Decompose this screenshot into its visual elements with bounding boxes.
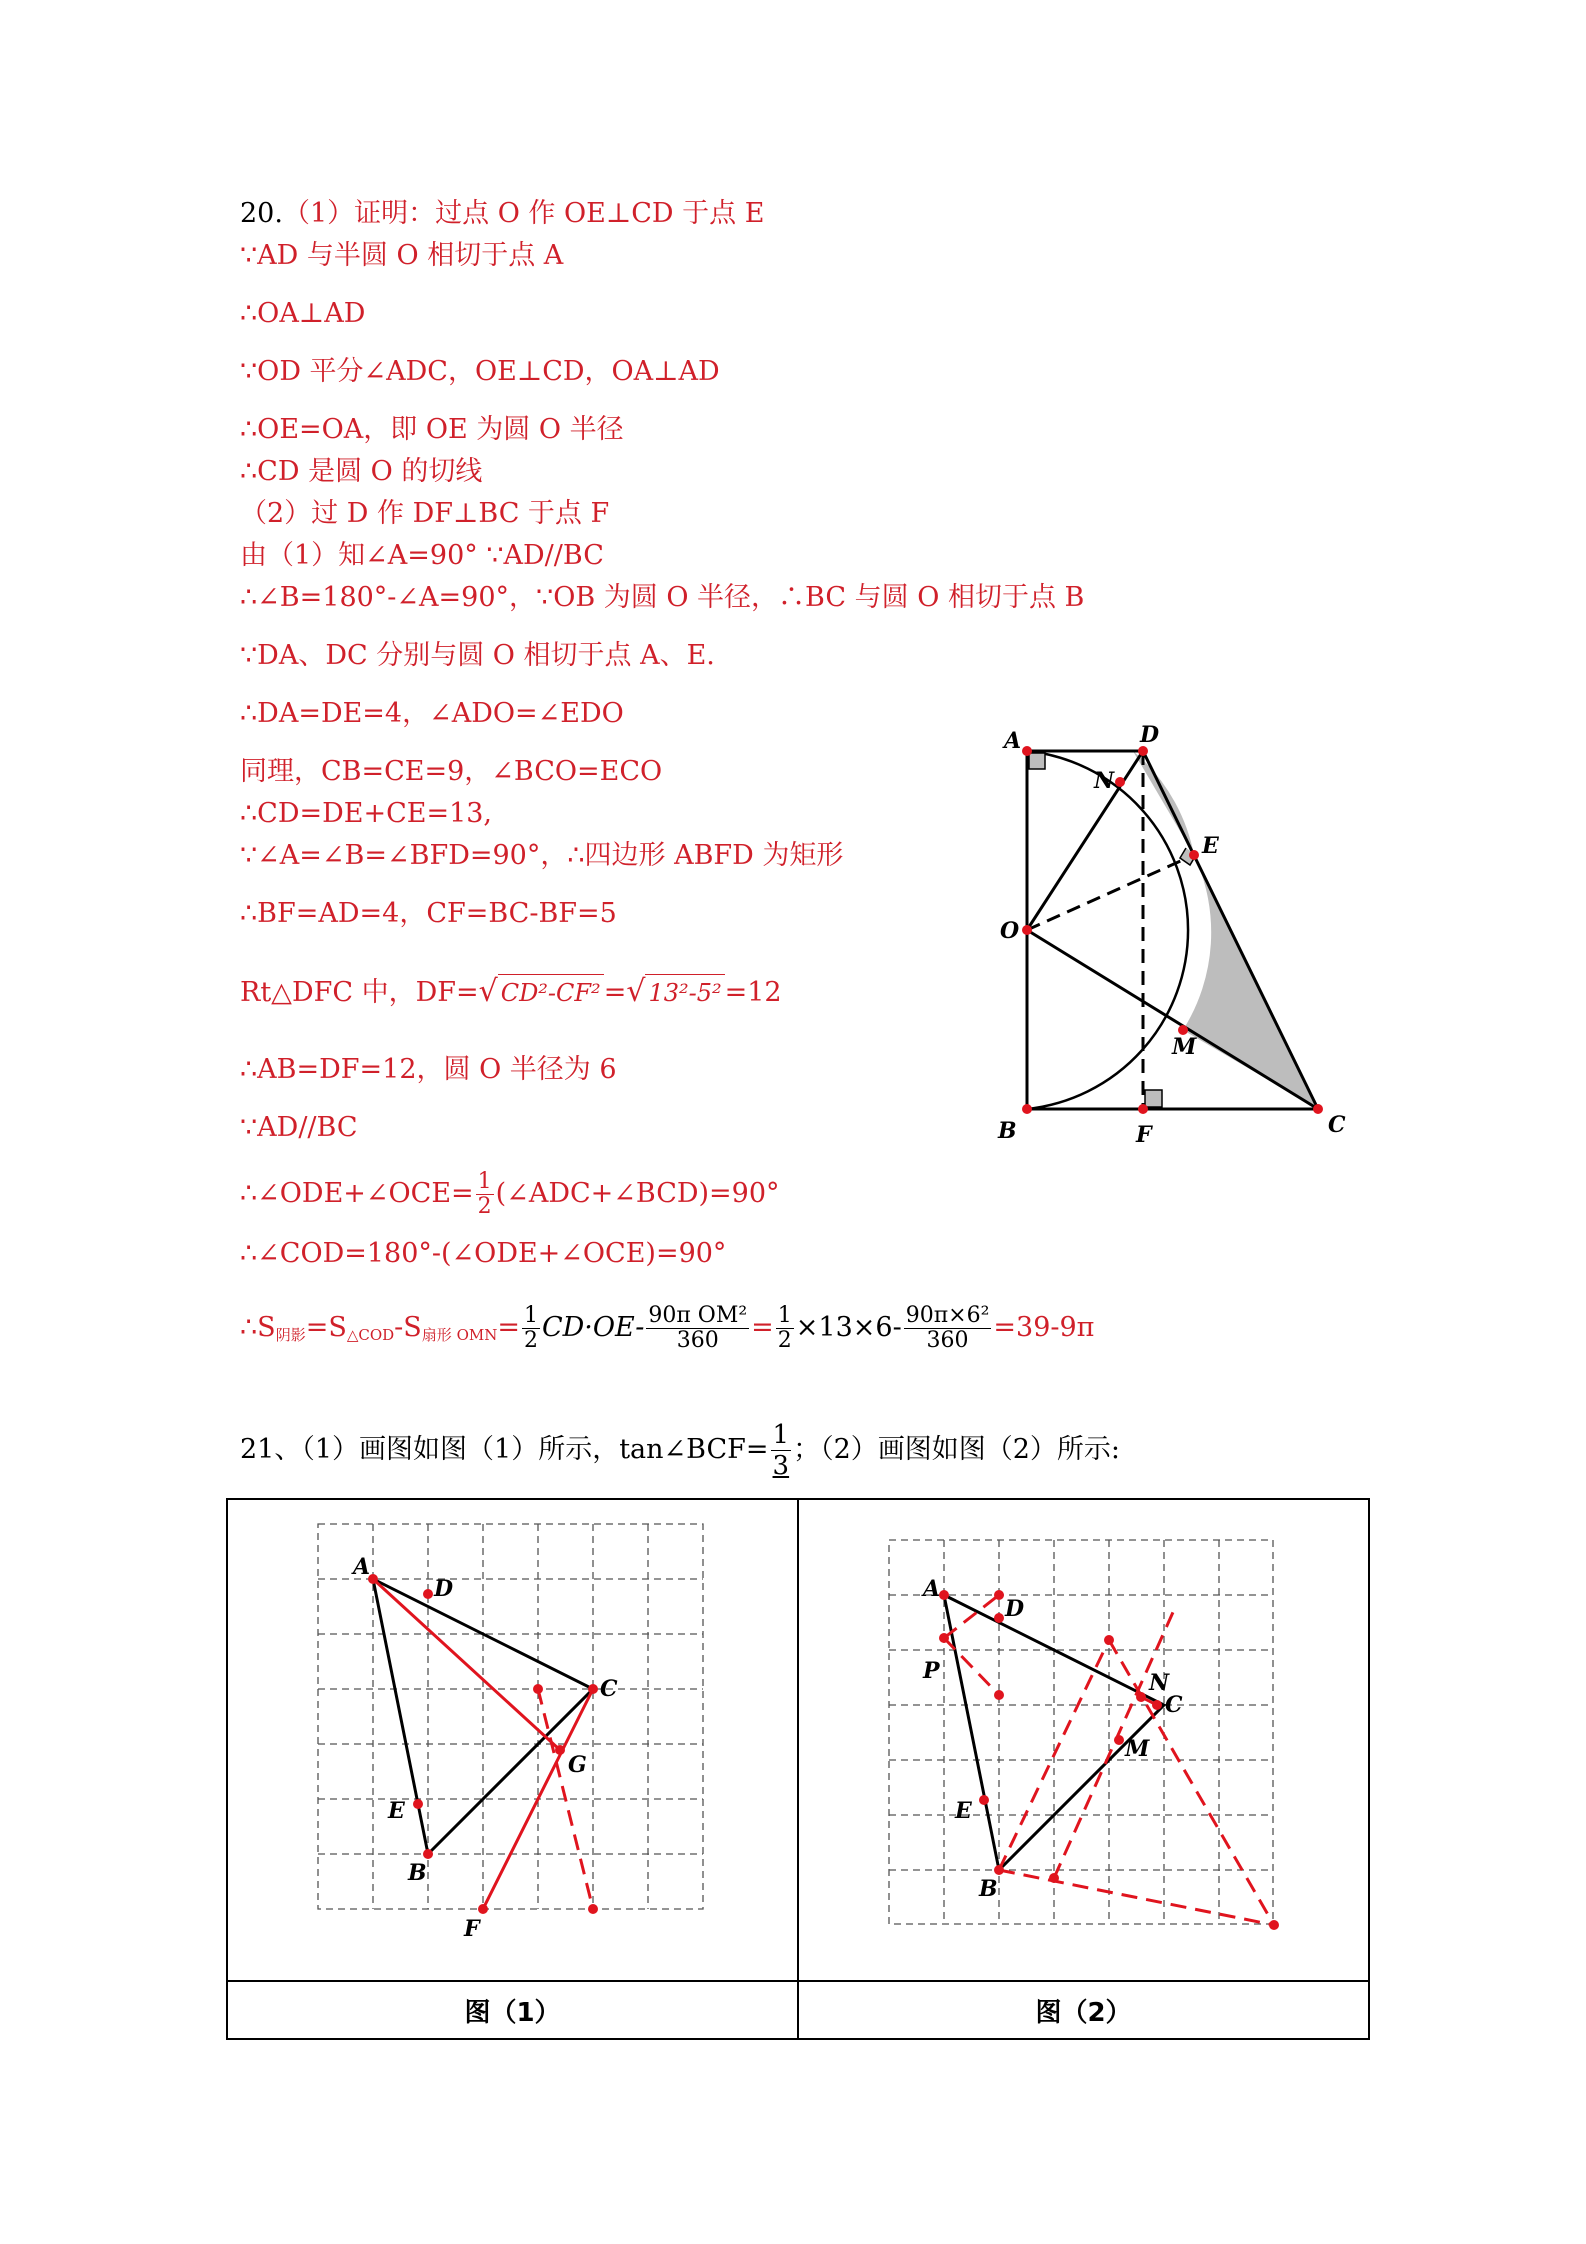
figure-1 — [228, 1500, 797, 1976]
q20-text-1: （1）证明：过点 O 作 OE⊥CD 于点 E — [282, 198, 765, 229]
point-n — [1115, 777, 1125, 787]
q20-line-6: ∴CD 是圆 O 的切线 — [240, 456, 483, 487]
f2-label-c: C — [1165, 1692, 1183, 1718]
frac-3-den: 2 — [777, 1328, 792, 1353]
q20-figure — [990, 720, 1370, 1160]
q20-line-8: 由（1）知∠A=90° ∵AD//BC — [240, 540, 604, 571]
angle-sum-label: ∴∠ODE+∠OCE= — [240, 1178, 474, 1209]
q20-line-15: ∴BF=AD=4，CF=BC-BF=5 — [240, 898, 617, 929]
q20-line-13: ∴CD=DE+CE=13, — [240, 798, 493, 829]
tan-num: 1 — [772, 1420, 790, 1450]
frac-4-num: 90π×6² — [905, 1303, 990, 1328]
right-angle-f — [1145, 1090, 1162, 1107]
sub-cod: △COD — [346, 1326, 395, 1344]
radical-sign-1: √ — [478, 974, 498, 1009]
q20-number: 20. — [240, 198, 283, 229]
figure-1-cell — [227, 1499, 798, 1981]
figure-2 — [799, 1500, 1368, 1976]
s-eq: =S — [305, 1312, 347, 1343]
label-b: B — [998, 1118, 1017, 1144]
df-label: Rt△DFC 中，DF= — [240, 977, 479, 1008]
s-label: ∴S — [240, 1312, 276, 1343]
q20-line-11: ∴DA=DE=4，∠ADO=∠EDO — [240, 698, 624, 729]
q20-line-20: ∴∠COD=180°-(∠ODE+∠OCE)=90° — [240, 1238, 727, 1269]
frac-2-num: 90π OM² — [648, 1303, 748, 1328]
f2-label-n: N — [1149, 1670, 1170, 1696]
angle-sum-result: (∠ADC+∠BCD)=90° — [495, 1178, 780, 1209]
frac-2-den: 360 — [676, 1328, 719, 1353]
frac-4 — [904, 1304, 992, 1353]
label-m: M — [1172, 1034, 1197, 1060]
label-o: O — [1000, 918, 1020, 944]
f2-label-d: D — [1005, 1596, 1025, 1622]
f1-label-f: F — [464, 1916, 480, 1942]
cd-oe: CD·OE- — [541, 1312, 645, 1343]
frac-2 — [646, 1304, 749, 1353]
mul-expr: ×13×6- — [795, 1312, 902, 1343]
f2-label-p: P — [923, 1658, 940, 1684]
q20-line-5: ∴OE=OA，即 OE 为圆 O 半径 — [240, 414, 624, 445]
q20-line-4: ∵OD 平分∠ADC，OE⊥CD，OA⊥AD — [240, 356, 720, 387]
f2-label-e: E — [955, 1798, 972, 1824]
q21-line — [240, 1420, 1120, 1481]
label-c: C — [1328, 1112, 1346, 1138]
sub-shaded: 阴影 — [275, 1326, 306, 1344]
f1-label-c: C — [600, 1676, 618, 1702]
segment-od — [1027, 751, 1143, 930]
label-e: E — [1202, 833, 1219, 859]
q20-line-2: ∵AD 与半圆 O 相切于点 A — [240, 240, 564, 271]
q20-line-14: ∵∠A=∠B=∠BFD=90°，∴四边形 ABFD 为矩形 — [240, 840, 844, 871]
equals: = — [603, 977, 627, 1008]
f2-label-b: B — [979, 1876, 998, 1902]
q20-line-1 — [240, 196, 764, 232]
q20-line-7: （2）过 D 作 DF⊥BC 于点 F — [240, 498, 610, 529]
f1-label-g: G — [568, 1752, 587, 1778]
frac-1 — [522, 1304, 540, 1353]
tan-fraction — [771, 1420, 792, 1481]
q20-line-21 — [240, 1304, 1094, 1353]
f2-label-a: A — [923, 1576, 941, 1602]
half-fraction — [476, 1170, 494, 1219]
point-o — [1022, 925, 1032, 935]
sub-sector: 扇形 OMN — [421, 1326, 498, 1344]
label-a: A — [1004, 728, 1022, 754]
final-result: =39-9π — [993, 1312, 1095, 1343]
eq-2: = — [751, 1312, 774, 1343]
q20-line-3: ∴OA⊥AD — [240, 298, 366, 329]
f2-label-m: M — [1125, 1736, 1150, 1762]
caption-figure-2: 图（2） — [798, 1981, 1369, 2039]
point-c — [1313, 1104, 1323, 1114]
right-angle-a — [1029, 753, 1045, 769]
point-f — [1138, 1104, 1148, 1114]
figure-table — [226, 1498, 1370, 2040]
q20-line-17: ∴AB=DF=12，圆 O 半径为 6 — [240, 1054, 617, 1085]
label-n: N — [1094, 768, 1115, 794]
figure-2-cell — [798, 1499, 1369, 1981]
label-f: F — [1136, 1122, 1152, 1148]
f1-label-b: B — [408, 1860, 427, 1886]
frac-3 — [776, 1304, 794, 1353]
q20-line-9: ∴∠B=180°-∠A=90°，∵OB 为圆 O 半径，∴BC 与圆 O 相切于点 B — [240, 582, 1085, 613]
q21-pre: 21、（1）画图如图（1）所示，tan∠BCF= — [240, 1434, 769, 1465]
df-result: =12 — [724, 977, 782, 1008]
radicand-1: CD²-CF² — [498, 974, 604, 1011]
radical-sign-2: √ — [626, 974, 646, 1009]
s-minus: -S — [394, 1312, 422, 1343]
label-d: D — [1140, 722, 1160, 748]
frac-den: 2 — [477, 1194, 492, 1219]
frac-1-num: 1 — [523, 1303, 538, 1328]
caption-figure-1: 图（1） — [227, 1981, 798, 2039]
tan-den: 3 — [772, 1451, 790, 1481]
q20-line-19 — [240, 1170, 780, 1219]
frac-4-den: 360 — [926, 1328, 969, 1353]
radicand-2: 13²-5² — [645, 974, 724, 1011]
q20-line-10: ∵DA、DC 分别与圆 O 相切于点 A、E. — [240, 640, 715, 671]
frac-1-den: 2 — [523, 1328, 538, 1353]
point-e — [1189, 850, 1199, 860]
q20-line-18: ∵AD//BC — [240, 1112, 358, 1143]
point-b — [1022, 1104, 1032, 1114]
frac-num: 1 — [477, 1169, 492, 1194]
frac-3-num: 1 — [777, 1303, 792, 1328]
q20-line-12: 同理，CB=CE=9，∠BCO=ECO — [240, 756, 663, 787]
point-a — [1022, 746, 1032, 756]
eq-1: = — [497, 1312, 520, 1343]
f1-label-e: E — [388, 1798, 405, 1824]
f1-label-a: A — [353, 1554, 371, 1580]
q20-line-16 — [240, 974, 782, 1011]
q21-post: ；（2）画图如图（2）所示: — [793, 1434, 1121, 1465]
f1-label-d: D — [434, 1576, 454, 1602]
